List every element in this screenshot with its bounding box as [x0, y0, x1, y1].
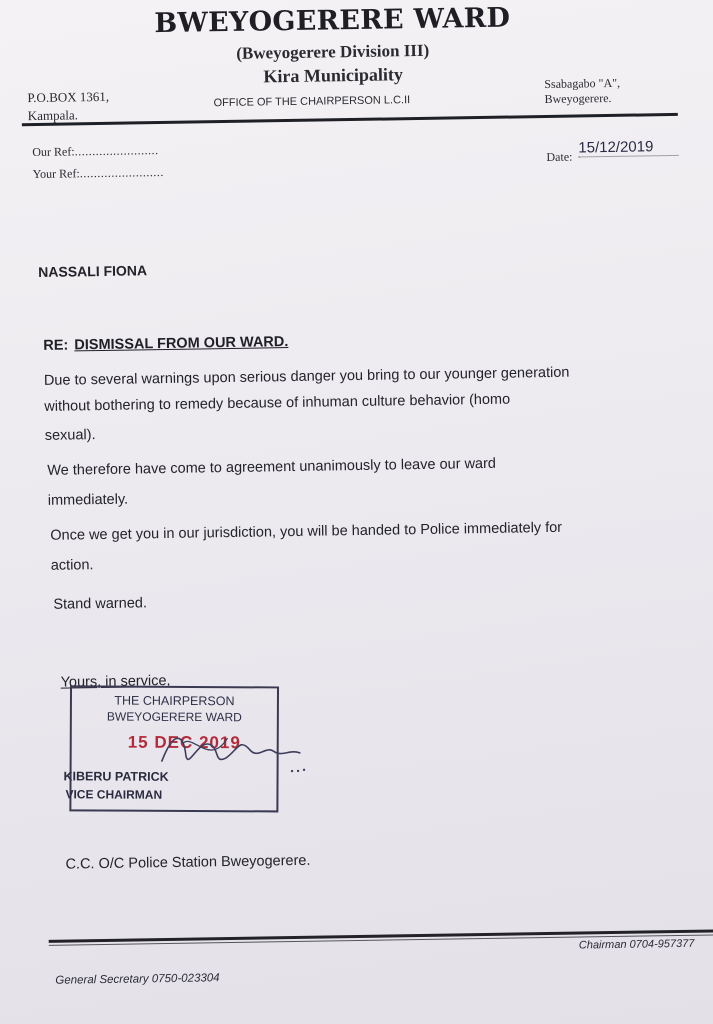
paragraph-3-line-2: action. [50, 557, 94, 574]
paragraph-1-line-1: Due to several warnings upon serious danger you bring to our younger generation [43, 364, 570, 389]
municipality-name: Kira Municipality [263, 64, 404, 87]
your-ref [33, 165, 164, 182]
paragraph-3-line-1: Once we get you in our jurisdiction, you will be handed to Police immediately for [50, 519, 563, 544]
subject-text: DISMISSAL FROM OUR WARD. [74, 334, 289, 354]
paragraph-2-line-1: We therefore have come to agreement unanimously to leave our ward [47, 455, 497, 479]
paragraph-4: Stand warned. [53, 595, 148, 613]
addressee: NASSALI FIONA [38, 262, 148, 280]
address-line-2: Bweyogerere. [544, 90, 612, 106]
carbon-copy-line: C.C. O/C Police Station Bweyogerere. [65, 852, 311, 873]
address-line-1: Ssabagabo "A", [544, 75, 621, 91]
header-divider [22, 113, 678, 126]
ward-title: BWEYOGERERE WARD [154, 2, 511, 40]
subject-line [43, 334, 288, 354]
office-name: OFFICE OF THE CHAIRPERSON L.C.II [213, 94, 411, 110]
date-label: Date: [546, 149, 573, 164]
stamp-line-2: BWEYOGERERE WARD [106, 709, 242, 725]
your-ref-label: Your Ref: [32, 166, 80, 182]
our-ref-dots: ........................ [74, 143, 159, 159]
general-secretary-contact: General Secretary 0750-023304 [55, 972, 220, 987]
handwritten-signature [153, 719, 324, 782]
paragraph-1-line-3: sexual). [44, 427, 96, 444]
po-box: P.O.BOX 1361, [27, 88, 110, 106]
your-ref-dots: ........................ [79, 164, 164, 181]
subject-prefix: RE: [43, 337, 69, 354]
po-box-city: Kampala. [27, 107, 79, 124]
signatory-name: KIBERU PATRICK [63, 769, 169, 784]
our-ref [32, 143, 159, 160]
date-value: 15/12/2019 [578, 138, 678, 158]
division-name: (Bweyogerere Division III) [236, 40, 430, 63]
paragraph-1-line-2: without bothering to remedy because of inhuman culture behavior (homo [44, 391, 511, 415]
our-ref-label: Our Ref: [32, 144, 75, 160]
stamp-date: 15 DEC 2019 [127, 732, 241, 753]
closing-line: Yours, in service, [60, 672, 171, 691]
paragraph-2-line-2: immediately. [47, 491, 129, 509]
signatory-title: VICE CHAIRMAN [65, 787, 163, 802]
chairman-contact: Chairman 0704-957377 [578, 937, 695, 952]
stamp-line-1: THE CHAIRPERSON [114, 693, 235, 709]
